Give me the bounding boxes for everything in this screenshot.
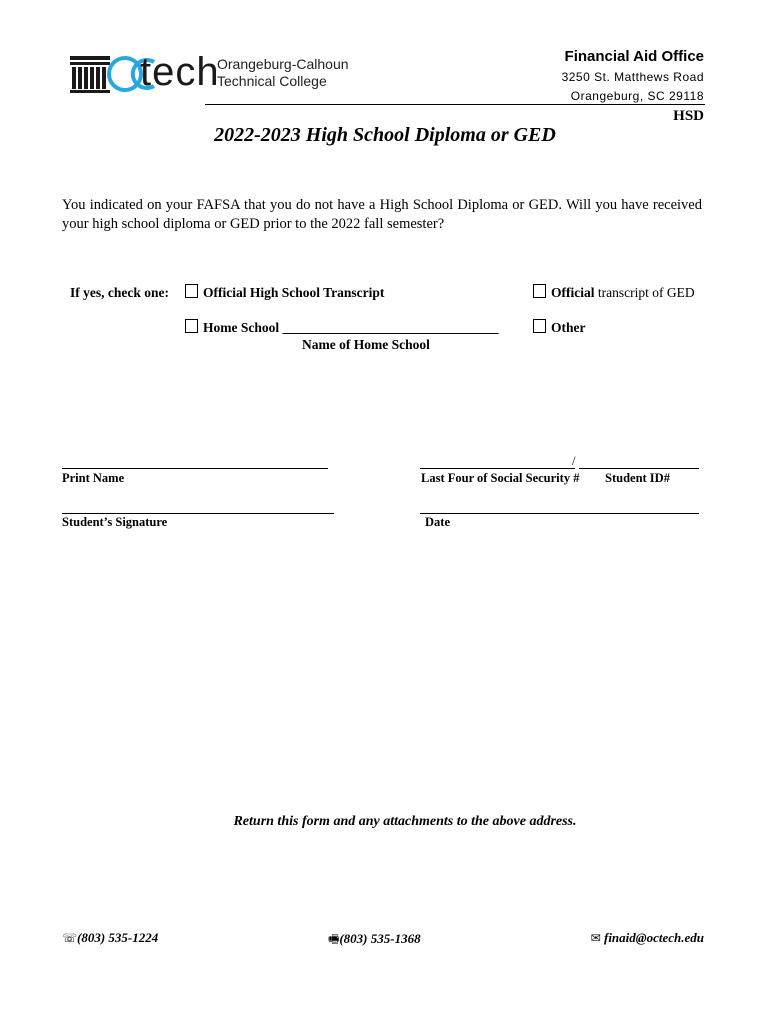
ssn-last-four-field[interactable] (420, 468, 575, 469)
footer-fax (328, 930, 421, 951)
mail-icon: ✉ (590, 931, 601, 945)
option-ged-label-bold: Official (551, 285, 595, 300)
home-school-name-field[interactable]: ________________________________ (282, 320, 499, 335)
logo-wordmark: tech (140, 50, 220, 94)
option-home-school[interactable] (185, 319, 499, 336)
college-name-line1: Orangeburg-Calhoun (217, 56, 349, 72)
page-title: 2022-2023 High School Diploma or GED (214, 124, 556, 146)
student-signature-field[interactable] (62, 513, 334, 514)
option-home-school-label: Home School (203, 320, 280, 335)
fax-icon: 🖷 (328, 932, 340, 946)
office-title: Financial Aid Office (564, 48, 704, 65)
option-hs-transcript-label: Official High School Transcript (203, 285, 385, 300)
checkbox-other[interactable] (533, 319, 546, 333)
option-ged[interactable] (533, 284, 695, 301)
print-name-field[interactable] (62, 468, 328, 469)
checkbox-hs-transcript[interactable] (185, 284, 198, 298)
option-other-label: Other (551, 320, 586, 335)
checkbox-home-school[interactable] (185, 319, 198, 333)
footer-phone (62, 930, 158, 946)
option-ged-label: transcript of GED (594, 285, 695, 300)
id-separator: / (572, 454, 576, 468)
email-address[interactable]: finaid@octech.edu (603, 930, 704, 945)
student-id-field[interactable] (579, 468, 699, 469)
address-line2: Orangeburg, SC 29118 (570, 89, 704, 103)
fax-number: (803) 535-1368 (339, 931, 421, 946)
student-id-label: Student ID# (605, 471, 670, 485)
form-code: HSD (673, 108, 704, 124)
footer-email[interactable] (591, 930, 704, 946)
college-name (217, 56, 349, 90)
option-hs-transcript[interactable] (185, 284, 384, 301)
date-label: Date (425, 515, 450, 529)
header-rule (205, 104, 705, 105)
option-other[interactable] (533, 319, 586, 336)
ssn-last-four-label: Last Four of Social Security # (421, 471, 580, 485)
options-prompt: If yes, check one: (70, 285, 169, 300)
student-signature-label: Student’s Signature (62, 515, 168, 529)
college-name-line2: Technical College (217, 73, 327, 89)
home-school-caption: Name of Home School (302, 337, 430, 352)
phone-icon: ☏ (62, 931, 78, 945)
address-line1: 3250 St. Matthews Road (561, 70, 704, 84)
print-name-label: Print Name (62, 471, 125, 485)
phone-number: (803) 535-1224 (77, 930, 159, 945)
checkbox-ged[interactable] (533, 284, 546, 298)
date-field[interactable] (420, 513, 699, 514)
return-instructions: Return this form and any attachments to the above address. (233, 814, 577, 829)
intro-paragraph: You indicated on your FAFSA that you do not have a High School Diploma or GED. Will you have received your high school diploma or GED prior to the 2022 fall semester? (62, 197, 702, 232)
